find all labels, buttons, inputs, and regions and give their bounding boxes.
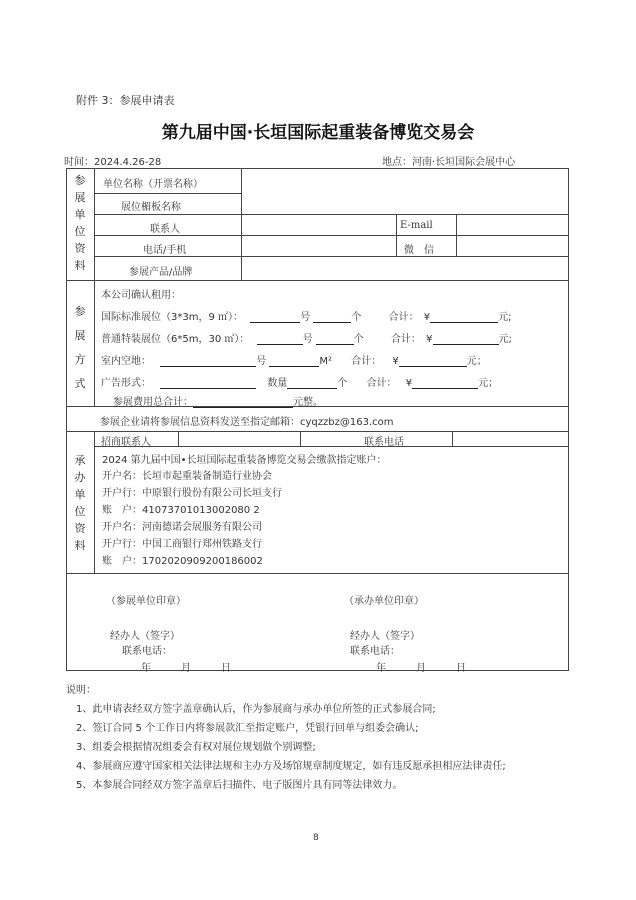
ads-quantity-field[interactable] bbox=[287, 378, 337, 389]
organizer-date: 年 月 日 bbox=[376, 663, 466, 674]
organizer-phone-label: 联系电话： bbox=[350, 646, 400, 657]
special-booth-count-field[interactable] bbox=[316, 334, 354, 345]
event-location: 地点：河南·长垣国际会展中心 bbox=[382, 157, 516, 168]
special-booth-row: 普通特装展位（6*5m，30 ㎡）： 号 个 合计： ¥ 元; bbox=[101, 334, 512, 345]
exhibitor-phone-label: 联系电话： bbox=[122, 646, 172, 657]
page-title: 第九届中国·长垣国际起重装备博览交易会 bbox=[161, 123, 475, 143]
contact-field[interactable] bbox=[244, 216, 394, 233]
products-field[interactable] bbox=[244, 258, 566, 278]
booth-name-label: 展位楣板名称 bbox=[121, 202, 181, 213]
ads-row: 广告形式： 数量 个 合计： ¥ 元； bbox=[101, 378, 499, 389]
space-number-field[interactable] bbox=[160, 356, 256, 367]
page-number: 8 bbox=[313, 833, 319, 843]
special-booth-number-field[interactable] bbox=[257, 334, 303, 345]
contact-phone-label: 联系电话 bbox=[364, 437, 404, 448]
wechat-field[interactable] bbox=[459, 237, 566, 254]
email-label: E-mail bbox=[400, 220, 433, 231]
note-item: 5、本参展合同经双方签字盖章后扫描件、电子版图片具有同等法律效力。 bbox=[76, 780, 403, 791]
exhibitor-stamp-label: （参展单位印章） bbox=[106, 596, 186, 607]
total-row: 参展费用总合计： 元整。 bbox=[113, 397, 323, 408]
grand-total-field[interactable] bbox=[193, 397, 293, 408]
account2-number: 账 户：1702020909200186002 bbox=[102, 556, 263, 567]
note-item: 4、参展商应遵守国家相关法律法规和主办方及场馆规章制度规定，如有违反愿承担相应法律责任; bbox=[76, 761, 506, 772]
wechat-label: 微 信 bbox=[404, 245, 434, 256]
standard-booth-row: 国际标准展位（3*3m，9 ㎡）： 号 个 合计： ¥ 元; bbox=[101, 312, 512, 323]
ads-type-field[interactable] bbox=[160, 378, 256, 389]
section-label-exhibitor: 参 展 单 位 资 料 bbox=[74, 174, 86, 272]
space-row: 室内空地： 号 M² 合计： ¥ 元； bbox=[101, 356, 487, 367]
phone-field[interactable] bbox=[244, 237, 394, 254]
standard-booth-number-field[interactable] bbox=[250, 312, 300, 323]
account2-bank: 开户行：中国工商银行郑州铁路支行 bbox=[102, 539, 262, 550]
account1-number: 账 户：41073701013002080 2 bbox=[102, 505, 260, 516]
organizer-stamp-label: （承办单位印章） bbox=[344, 596, 424, 607]
note-item: 2、签订合同 5 个工作日内将参展款汇至指定账户，凭银行回单与组委会确认; bbox=[76, 723, 419, 734]
special-booth-total-field[interactable] bbox=[433, 334, 499, 345]
email-field[interactable] bbox=[459, 216, 566, 233]
unit-name-field[interactable] bbox=[244, 171, 566, 211]
notes-heading: 说明： bbox=[66, 685, 96, 696]
space-area-field[interactable] bbox=[269, 356, 319, 367]
ads-total-field[interactable] bbox=[412, 378, 478, 389]
section-label-organizer: 承 办 单 位 资 料 bbox=[74, 454, 86, 552]
recruit-contact-label: 招商联系人 bbox=[101, 437, 151, 448]
standard-booth-count-field[interactable] bbox=[313, 312, 351, 323]
note-item: 3、组委会根据情况组委会有权对展位规划做个别调整; bbox=[76, 742, 316, 753]
attachment-label: 附件 3：参展申请表 bbox=[76, 94, 175, 107]
event-time: 时间：2024.4.26-28 bbox=[64, 157, 162, 168]
contact-label: 联系人 bbox=[150, 224, 180, 235]
account1-name: 开户名：长垣市起重装备制造行业协会 bbox=[102, 471, 272, 482]
account-intro: 2024 第九届中国•长垣国际起重装备博览交易会缴款指定账户： bbox=[102, 455, 387, 466]
products-label: 参展产品/品牌 bbox=[129, 267, 193, 278]
unit-name-label: 单位名称（开票名称） bbox=[103, 179, 203, 190]
confirm-label: 本公司确认租用： bbox=[101, 290, 181, 301]
exhibitor-agent-label: 经办人（签字） bbox=[110, 631, 180, 642]
account2-name: 开户名：河南德诺会展服务有限公司 bbox=[102, 522, 262, 533]
phone-label: 电话/手机 bbox=[143, 245, 187, 256]
space-total-field[interactable] bbox=[399, 356, 467, 367]
exhibitor-date: 年 月 日 bbox=[141, 663, 231, 674]
standard-booth-total-field[interactable] bbox=[430, 312, 498, 323]
note-item: 1、此申请表经双方签字盖章确认后，作为参展商与承办单位所签的正式参展合同; bbox=[76, 704, 436, 715]
account1-bank: 开户行：中原银行股份有限公司长垣支行 bbox=[102, 488, 282, 499]
organizer-agent-label: 经办人（签字） bbox=[350, 631, 420, 642]
submit-note: 参展企业请将参展信息资料发送至指定邮箱：cyqzzbz@163.com bbox=[100, 417, 394, 428]
section-label-method: 参 展 方 式 bbox=[74, 305, 86, 390]
